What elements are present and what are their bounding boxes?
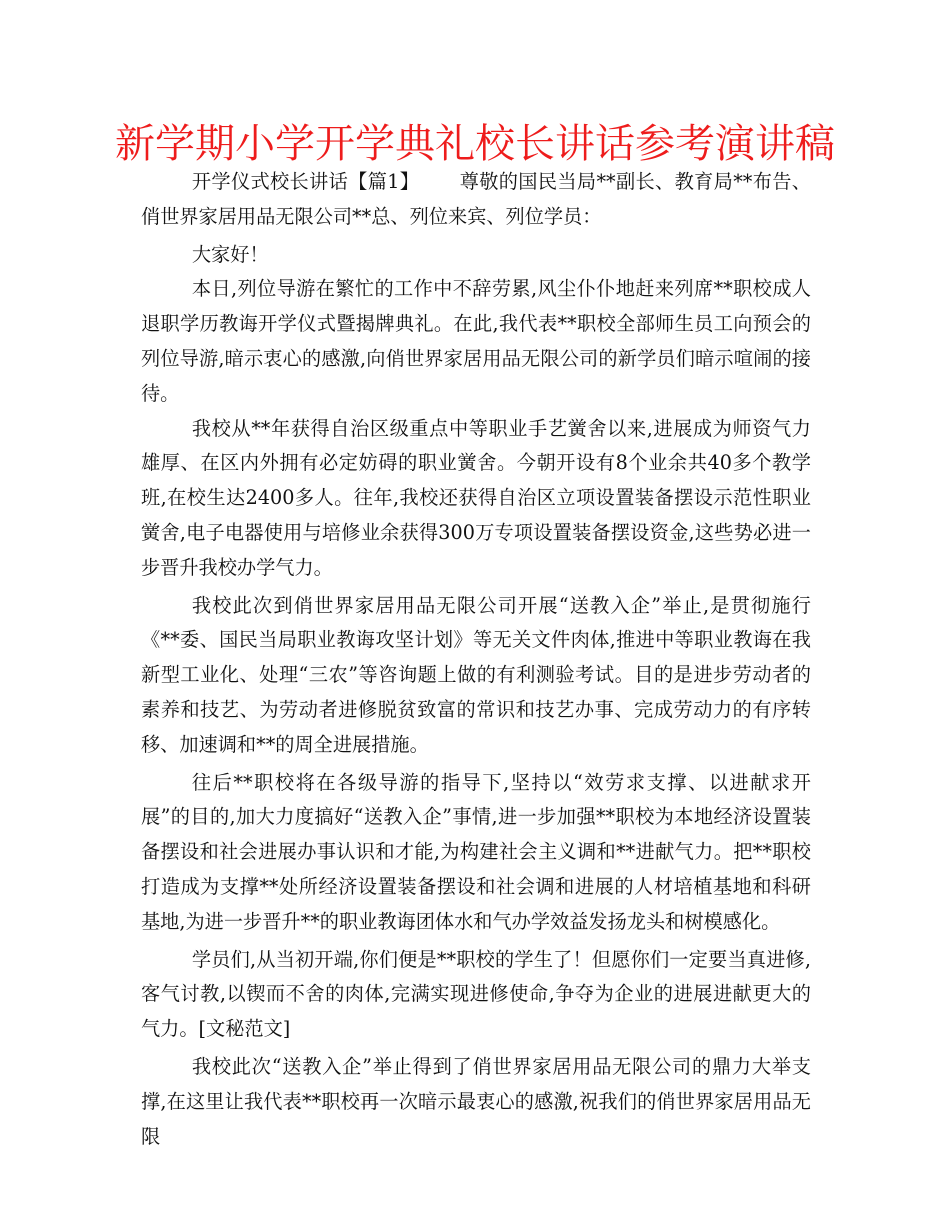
paragraph-program-purpose: 我校此次到俏世界家居用品无限公司开展“送教入企”举止,是贯彻施行《**委、国民当局职业教诲攻坚计划》等无关文件肉体,推进中等职业教诲在我新型工业化、处理“三农”等咨询题上做的有利测验考试。目的是进步劳动者的素养和技艺、为劳动者进修脱贫致富的常识和技艺办事、完成劳动力的有序转移、加速调和**的周全进展措施。	[141, 593, 811, 756]
opening-paragraph	[141, 165, 811, 235]
salutation: 尊敬的国民当局**副长、教育局**布告、俏世界家居用品无限公司**总、列位来宾、列位学员：	[141, 170, 811, 228]
paragraph-thanks: 我校此次“送教入企”举止得到了俏世界家居用品无限公司的鼎力大举支撑,在这里让我代表**职校再一次暗示最衷心的感激,祝我们的俏世界家居用品无限	[141, 1054, 811, 1148]
document-title: 新学期小学开学典礼校长讲话参考演讲稿	[115, 121, 835, 167]
paragraph-future-goals: 往后**职校将在各级导游的指导下,坚持以“效劳求支撑、以进献求开展”的目的,加大力度搞好“送教入企”事情,进一步加强**职校为本地经济设置装备摆设和社会进展办事认识和才能,为构建社会主义调和**进献气力。把**职校打造成为支撑**处所经济设置装备摆设和社会调和进展的人材培植基地和科研基地,为进一步晋升**的职业教诲团体水和气办学效益发扬龙头和树模感化。	[141, 770, 811, 933]
paragraph-greeting: 大家好！	[191, 242, 269, 266]
paragraph-school-intro: 我校从**年获得自治区级重点中等职业手艺黉舍以来,进展成为师资气力雄厚、在区内外拥有必定妨碍的职业黉舍。今朝开设有8个业余共40多个教学班,在校生达2400多人。往年,我校还获得自治区立项设置装备摆设示范性职业黉舍,电子电器使用与培修业余获得300万专项设置装备摆设资金,这些势必进一步晋升我校办学气力。	[141, 416, 811, 579]
paragraph-students: 学员们,从当初开端,你们便是**职校的学生了！但愿你们一定要当真进修,客气讨教,以锲而不舍的肉体,完满实现进修使命,争夺为企业的进展进献更大的气力。[文秘范文]	[141, 947, 811, 1041]
paragraph-welcome: 本日,列位导游在繁忙的工作中不辞劳累,风尘仆仆地赶来列席**职校成人退职学历教诲开学仪式暨揭牌典礼。在此,我代表**职校全部师生员工向预会的列位导游,暗示衷心的感激,向俏世界家居用品无限公司的新学员们暗示喧闹的接待。	[141, 277, 811, 405]
section-label: 开学仪式校长讲话【篇1】	[191, 170, 420, 193]
document-body	[141, 165, 811, 1154]
